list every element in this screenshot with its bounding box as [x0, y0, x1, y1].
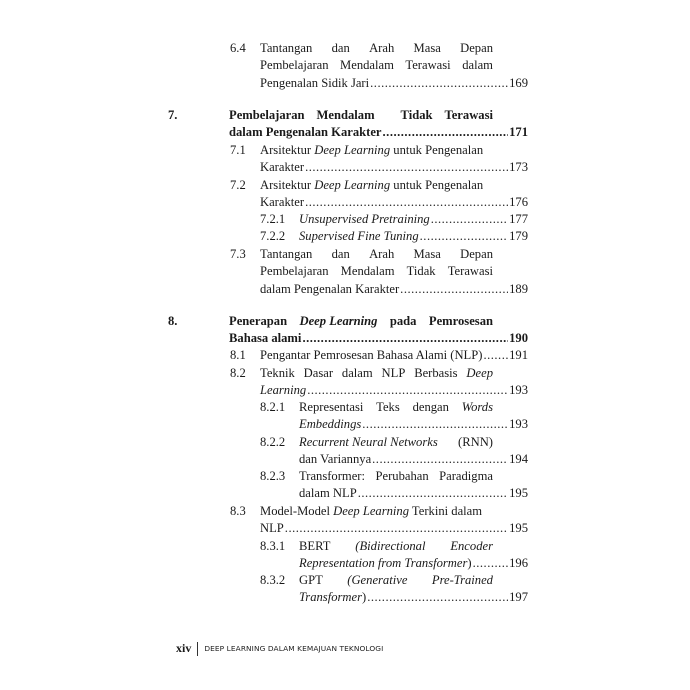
page-number: 169 [509, 75, 528, 90]
section-number: 8.1 [230, 348, 246, 362]
page-number: 195 [509, 486, 528, 501]
page-footer [176, 641, 383, 656]
dot-leader [420, 228, 508, 245]
page-number: 196 [509, 556, 528, 571]
page-number: 179 [509, 229, 528, 243]
dot-leader [358, 485, 508, 502]
page-number: 193 [509, 383, 528, 398]
chapter-title: Bahasa alami [229, 331, 302, 346]
page-number: 191 [509, 348, 528, 362]
dot-leader [473, 555, 509, 572]
section-number: 8.3.2 [260, 573, 286, 587]
chapter-number: 7. [168, 108, 178, 122]
page-number: 173 [509, 160, 528, 175]
dot-leader [367, 589, 508, 606]
section-number: 8.2.1 [260, 400, 286, 414]
dot-leader [370, 75, 508, 92]
dot-leader [302, 330, 508, 347]
section-number: 7.1 [230, 143, 246, 157]
section-number: 6.4 [230, 41, 246, 55]
page-number: 177 [509, 212, 528, 226]
dot-leader [285, 520, 508, 537]
page-number: 176 [509, 195, 528, 210]
dot-leader [431, 211, 508, 228]
entry-title: Pengenalan Sidik Jari [260, 75, 370, 90]
dot-leader [305, 194, 508, 211]
chapter-number: 8. [168, 314, 178, 328]
dot-leader [483, 347, 508, 364]
section-number: 7.2.1 [260, 212, 286, 226]
dot-leader [305, 159, 508, 176]
page-number: 197 [509, 590, 528, 605]
section-number: 8.2.2 [260, 435, 286, 449]
section-number: 7.3 [230, 247, 246, 261]
section-number: 8.3 [230, 504, 246, 518]
page-number: 189 [509, 281, 528, 296]
footer-book-title: DEEP LEARNING DALAM KEMAJUAN TEKNOLOGI [204, 644, 384, 653]
page-number: 193 [509, 417, 528, 432]
dot-leader [400, 281, 508, 298]
section-number: 7.2.2 [260, 229, 286, 243]
page-number: 194 [509, 452, 528, 467]
page-number: 190 [509, 331, 528, 346]
page-number: 195 [509, 521, 528, 536]
section-number: 8.3.1 [260, 539, 286, 553]
footer-page-number: xiv [176, 641, 192, 655]
page-number: 171 [509, 125, 528, 140]
dot-leader [307, 382, 508, 399]
dot-leader [372, 451, 508, 468]
section-number: 8.2 [230, 366, 246, 380]
section-number: 7.2 [230, 178, 246, 192]
section-number: 8.2.3 [260, 469, 286, 483]
dot-leader [362, 416, 508, 433]
dot-leader [383, 124, 509, 141]
footer-divider [197, 642, 198, 656]
chapter-title: dalam Pengenalan Karakter [229, 125, 382, 140]
